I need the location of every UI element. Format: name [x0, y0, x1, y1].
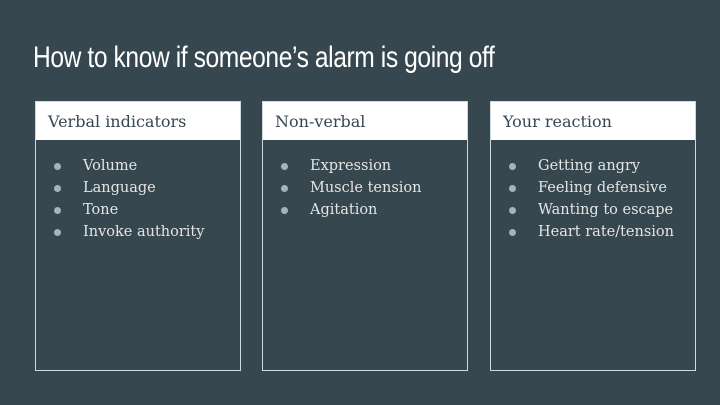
list-item-label: Invoke authority [83, 224, 205, 240]
list-item-label: Feeling defensive [538, 180, 667, 196]
list-item [54, 177, 240, 199]
bullet-icon [54, 163, 61, 170]
list-item [281, 155, 467, 177]
column-heading: Your reaction [491, 102, 695, 140]
bullet-icon [509, 207, 516, 214]
column-heading: Non-verbal [263, 102, 467, 140]
list-item [281, 199, 467, 221]
bullet-icon [54, 185, 61, 192]
list-item-label: Agitation [310, 202, 378, 218]
list-item [54, 221, 240, 243]
list-item [509, 155, 695, 177]
column-non-verbal [262, 101, 468, 371]
bullet-icon [54, 207, 61, 214]
bullet-icon [509, 163, 516, 170]
bullet-icon [54, 229, 61, 236]
list-item [54, 199, 240, 221]
bullet-list [36, 140, 240, 243]
list-item [509, 199, 695, 221]
list-item [54, 155, 240, 177]
bullet-list [491, 140, 695, 243]
column-verbal-indicators [35, 101, 241, 371]
bullet-list [263, 140, 467, 221]
list-item-label: Tone [83, 202, 119, 218]
bullet-icon [509, 185, 516, 192]
column-your-reaction [490, 101, 696, 371]
list-item-label: Volume [83, 158, 138, 174]
list-item-label: Heart rate/tension [538, 224, 675, 240]
bullet-icon [281, 185, 288, 192]
bullet-icon [281, 163, 288, 170]
list-item-label: Language [83, 180, 156, 196]
column-heading: Verbal indicators [36, 102, 240, 140]
list-item-label: Getting angry [538, 158, 641, 174]
slide-title: How to know if someone’s alarm is going off [33, 41, 495, 74]
bullet-icon [281, 207, 288, 214]
bullet-icon [509, 229, 516, 236]
list-item [509, 221, 695, 243]
list-item-label: Expression [310, 158, 392, 174]
list-item [281, 177, 467, 199]
list-item-label: Wanting to escape [538, 202, 674, 218]
list-item [509, 177, 695, 199]
list-item-label: Muscle tension [310, 180, 422, 196]
